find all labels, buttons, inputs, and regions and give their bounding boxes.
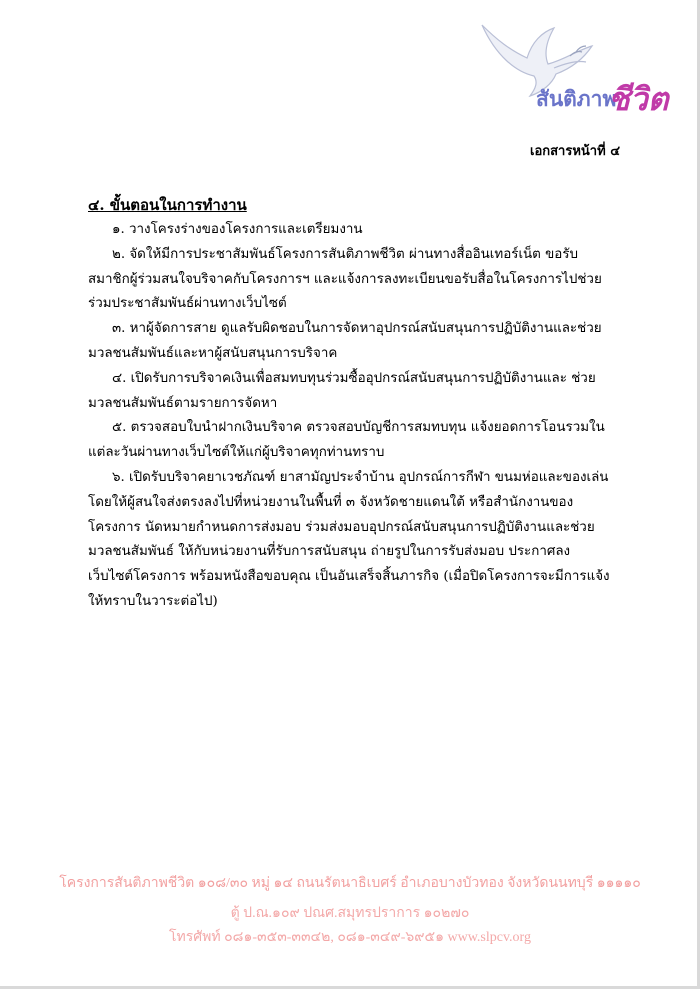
step-item: ๔. เปิดรับการบริจาคเงินเพื่อสมทบทุนร่วมซื้ออุปกรณ์สนับสนุนการปฏิบัติงานและ ช่วยมวลชนสัมพันธ์ตามรายการจัดหา: [88, 370, 596, 411]
dove-icon: [482, 25, 592, 96]
steps-list: [88, 218, 613, 615]
peace-logo: [472, 20, 677, 120]
step-item: ๕. ตรวจสอบใบนำฝากเงินบริจาค ตรวจสอบบัญชีการสมทบทุน แจ้งยอดการโอนรวมในแต่ละวันผ่านทางเว็บไซต์ให้แก่ผู้บริจาคทุกท่านทราบ: [88, 420, 605, 461]
section-title: ๔. ขั้นตอนในการทำงาน: [88, 196, 247, 214]
step-item: ๒. จัดให้มีการประชาสัมพันธ์โครงการสันติภาพชีวิต ผ่านทางสื่ออินเทอร์เน็ต ขอรับสมาชิกผู้ร่วมสนใจบริจาคกับโครงการฯ และแจ้งการลงทะเบียนขอรับสื่อในโครงการไปช่วยร่วมประชาสัมพันธ์ผ่านทางเว็บไซต์: [88, 246, 602, 312]
page-number: เอกสารหน้าที่ ๔: [530, 144, 621, 159]
step-item: ๓. หาผู้จัดการสาย ดูแลรับผิดชอบในการจัดหาอุปกรณ์สนับสนุนการปฏิบัติงานและช่วยมวลชนสัมพันธ์และหาผู้สนับสนุนการบริจาค: [88, 321, 602, 361]
footer-address: โครงการสันติภาพชีวิต ๑๐๘/๓๐ หมู่ ๑๔ ถนนรัตนาธิเบศร์ อำเภอบางบัวทอง จังหวัดนนทบุรี ๑๑๑๑๐: [59, 876, 641, 891]
svg-text:ชีวิต: ชีวิต: [608, 81, 669, 117]
step-item: ๑. วางโครงร่างของโครงการและเตรียมงาน: [112, 222, 363, 237]
logo-lettering: [536, 81, 671, 117]
svg-text:สันติภาพ: สันติภาพ: [536, 87, 617, 111]
footer-po-box: ตู้ ป.ณ.๑๐๙ ปณศ.สมุทรปราการ ๑๐๒๗๐: [230, 906, 470, 921]
step-item: ๖. เปิดรับบริจาคยาเวชภัณฑ์ ยาสามัญประจำบ้าน อุปกรณ์การกีฬา ขนมห่อและของเล่น โดยให้ผู้สนใจส่งตรงลงไปที่หน่วยงานในพื้นที่ ๓ จังหวัดชายแดนใต้ หรือสำนักงานของโครงการ นัดหมายกำหนดการส่งมอบ ร่วมส่งมอบอุปกรณ์สนับสนุนการปฏิบัติงานและช่วยมวลชนสัมพันธ์ ให้กับหน่วยงานที่รับการสนับสนุน ถ่ายรูปในการรับส่งมอบ ประกาศลงเว็บไซต์โครงการ พร้อมหนังสือขอบคุณ เป็นอันเสร็จสิ้นภารกิจ (เมื่อปิดโครงการจะมีการแจ้งให้ทราบในวาระต่อไป): [88, 469, 610, 609]
footer-contact: โทรศัพท์ ๐๘๑-๓๕๓-๓๓๔๒, ๐๘๑-๓๔๙-๖๙๕๑ www.slpcv.org: [169, 930, 531, 945]
